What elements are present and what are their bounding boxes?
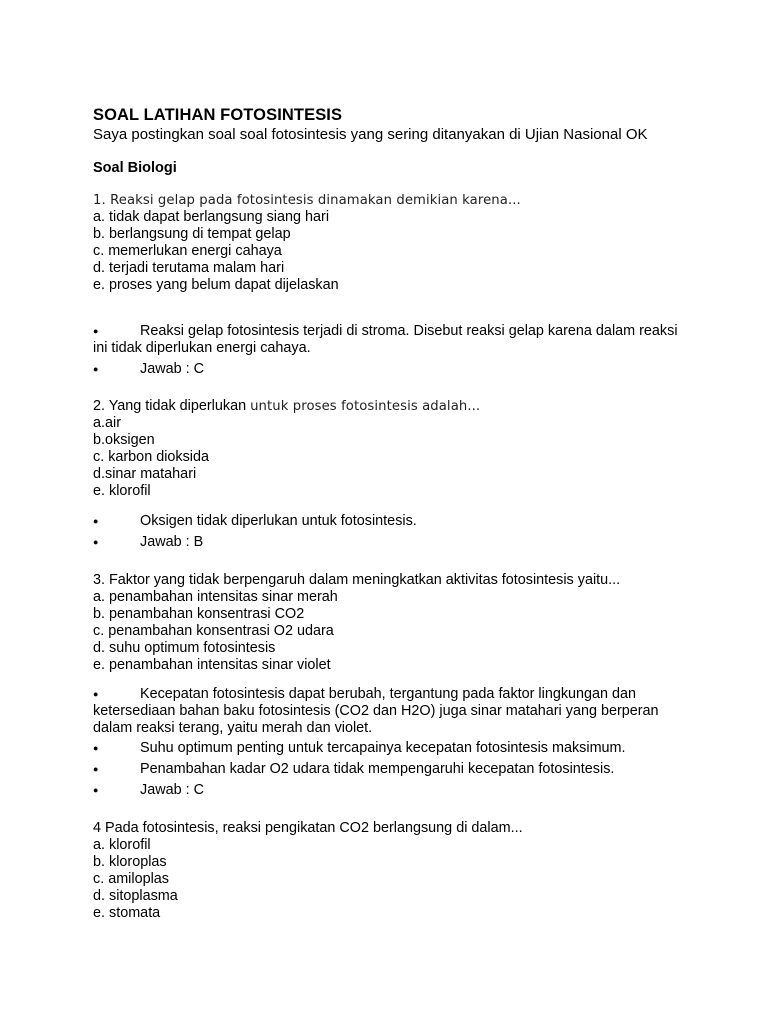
question-4-option-e: e. stomata — [93, 905, 161, 921]
question-1-option-b: b. berlangsung di tempat gelap — [93, 226, 291, 242]
question-1-stem: 1. Reaksi gelap pada fotosintesis dinamakan demikian karena... — [93, 193, 521, 208]
question-1 — [93, 192, 693, 294]
question-1-answer — [93, 361, 683, 378]
question-3 — [93, 572, 693, 674]
question-1-option-a: a. tidak dapat berlangsung siang hari — [93, 209, 330, 225]
question-4-option-d: d. sitoplasma — [93, 888, 178, 904]
document-title: SOAL LATIHAN FOTOSINTESIS — [93, 106, 343, 124]
bullet-icon: ● — [93, 537, 99, 547]
question-3-explanation-3 — [93, 761, 683, 778]
question-3-explanation-2 — [93, 740, 683, 757]
document-subtitle: Saya postingkan soal soal fotosintesis yang sering ditanyakan di Ujian Nasional OK — [93, 126, 648, 143]
question-3-option-e: e. penambahan intensitas sinar violet — [93, 657, 331, 673]
bullet-icon: ● — [93, 689, 99, 699]
question-3-stem: 3. Faktor yang tidak berpengaruh dalam meningkatkan aktivitas fotosintesis yaitu... — [93, 572, 621, 588]
question-3-option-d: d. suhu optimum fotosintesis — [93, 640, 276, 656]
question-4-stem: 4 Pada fotosintesis, reaksi pengikatan CO2 berlangsung di dalam... — [93, 820, 523, 836]
question-2-option-c: c. karbon dioksida — [93, 449, 209, 465]
question-2-stem-part-2: untuk proses fotosintesis adalah... — [250, 399, 481, 414]
bullet-icon: ● — [93, 516, 99, 526]
question-4 — [93, 820, 693, 922]
question-1-option-d: d. terjadi terutama malam hari — [93, 260, 285, 276]
question-3-option-b: b. penambahan konsentrasi CO2 — [93, 606, 305, 622]
question-3-option-c: c. penambahan konsentrasi O2 udara — [93, 623, 334, 639]
question-2 — [93, 398, 693, 500]
explanation-text: Penambahan kadar O2 udara tidak mempengaruhi kecepatan fotosintesis. — [140, 761, 615, 777]
question-2-option-a: a.air — [93, 415, 121, 431]
question-2-option-b: b.oksigen — [93, 432, 155, 448]
question-2-explanation-1 — [93, 513, 683, 530]
section-heading: Soal Biologi — [93, 160, 177, 176]
bullet-icon: ● — [93, 785, 99, 795]
question-1-explanation-1 — [93, 323, 683, 357]
question-2-stem-part-1: 2. Yang tidak diperlukan — [93, 398, 251, 414]
question-1-option-e: e. proses yang belum dapat dijelaskan — [93, 277, 339, 293]
question-3-option-a: a. penambahan intensitas sinar merah — [93, 589, 338, 605]
explanation-text: Oksigen tidak diperlukan untuk fotosintesis. — [140, 513, 417, 529]
explanation-text: Reaksi gelap fotosintesis terjadi di stroma. Disebut reaksi gelap karena dalam reaksi ini tidak diperlukan energi cahaya. — [93, 323, 678, 356]
bullet-icon: ● — [93, 326, 99, 336]
question-3-answer — [93, 782, 683, 799]
question-2-stem — [93, 398, 693, 415]
answer-text: Jawab : B — [140, 534, 204, 550]
answer-text: Jawab : C — [140, 361, 204, 377]
question-2-answer — [93, 534, 683, 551]
question-4-option-b: b. kloroplas — [93, 854, 167, 870]
question-3-explanation-1 — [93, 686, 683, 737]
bullet-icon: ● — [93, 364, 99, 374]
explanation-text: Suhu optimum penting untuk tercapainya kecepatan fotosintesis maksimum. — [140, 740, 626, 756]
question-2-option-d: d.sinar matahari — [93, 466, 197, 482]
question-1-option-c: c. memerlukan energi cahaya — [93, 243, 282, 259]
bullet-icon: ● — [93, 743, 99, 753]
answer-text: Jawab : C — [140, 782, 204, 798]
question-2-option-e: e. klorofil — [93, 483, 151, 499]
explanation-text: Kecepatan fotosintesis dapat berubah, tergantung pada faktor lingkungan dan ketersediaan bahan baku fotosintesis (CO2 dan H2O) juga sinar matahari yang berperan dalam reaksi terang, yaitu merah dan violet. — [93, 686, 659, 736]
question-4-option-a: a. klorofil — [93, 837, 151, 853]
question-4-option-c: c. amiloplas — [93, 871, 169, 887]
bullet-icon: ● — [93, 764, 99, 774]
